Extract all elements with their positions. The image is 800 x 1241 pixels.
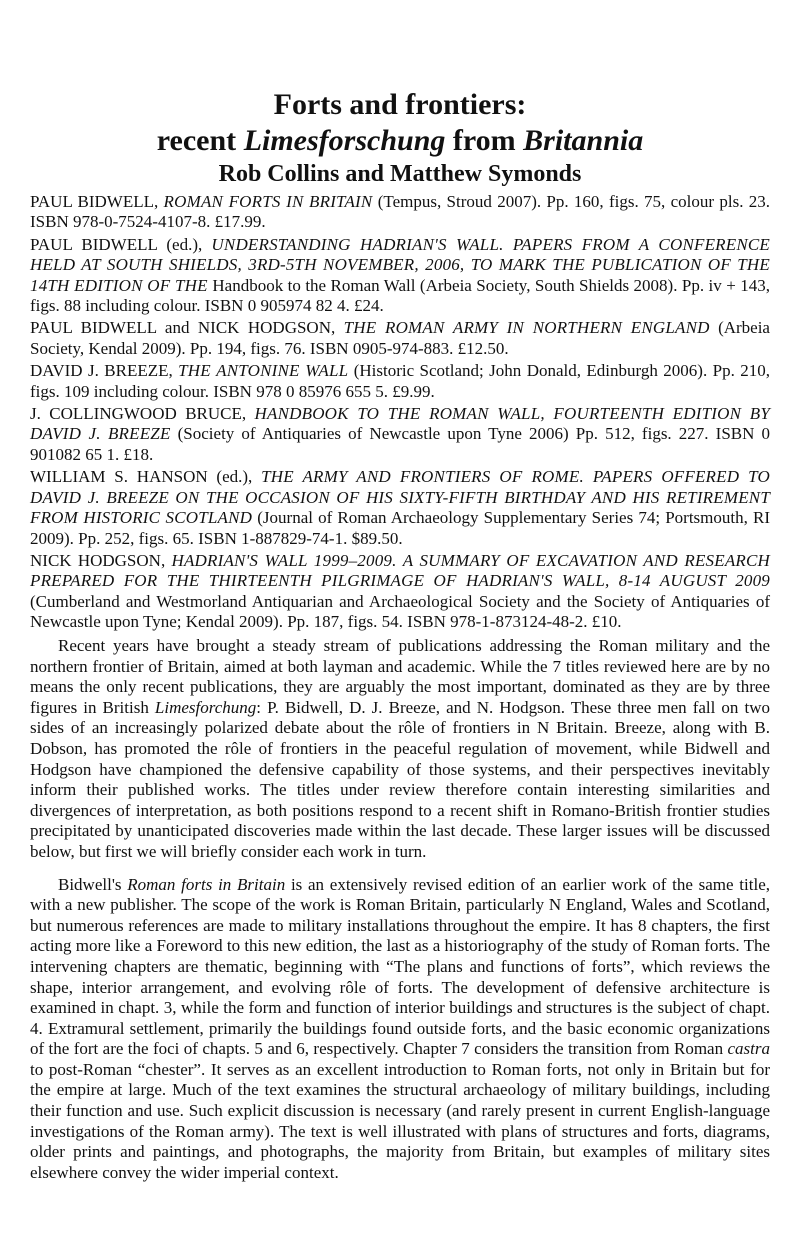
book-reference: WILLIAM S. HANSON (ed.), THE ARMY AND FRONTIERS OF ROME. PAPERS OFFERED TO DAVID J. BREEZE ON THE OCCASION OF HIS SIXTY-FIFTH BIRTHDAY AND HIS RETIREMENT FROM HISTORIC SCOTLAND (Journal of Roman Archaeology Supplementary Series 74; Portsmouth, RI 2009). Pp. 252, figs. 65. ISBN 1-887829-74-1. $89.50.	[30, 467, 770, 548]
book-reference: NICK HODGSON, HADRIAN'S WALL 1999–2009. A SUMMARY OF EXCAVATION AND RESEARCH PREPARED FOR THE THIRTEENTH PILGRIMAGE OF HADRIAN'S WALL, 8-14 AUGUST 2009 (Cumberland and Westmorland Antiquarian and Archaeological Society and the Society of Antiquaries of Newcastle upon Tyne; Kendal 2009). Pp. 187, figs. 54. ISBN 978-1-873124-48-2. £10.	[30, 550, 770, 632]
reviewed-books-list	[30, 192, 770, 635]
book-reference: PAUL BIDWELL (ed.), UNDERSTANDING HADRIAN'S WALL. PAPERS FROM A CONFERENCE HELD AT SOUTH SHIELDS, 3RD-5TH NOVEMBER, 2006, TO MARK THE PUBLICATION OF THE 14TH EDITION OF THE Handbook to the Roman Wall (Arbeia Society, South Shields 2008). Pp. iv + 143, figs. 88 including colour. ISBN 0 905974 82 4. £24.	[30, 234, 771, 316]
book-reference: PAUL BIDWELL and NICK HODGSON, THE ROMAN ARMY IN NORTHERN ENGLAND (Arbeia Society, Kendal 2009). Pp. 194, figs. 76. ISBN 0905-974-883. £12.50.	[30, 318, 770, 358]
article-title-line-2: recent Limesforschung from Britannia	[156, 124, 644, 157]
body-paragraph: Bidwell's Roman forts in Britain is an extensively revised edition of an earlier work of the same title, with a new publisher. The scope of the work is Roman Britain, particularly N England, Wales and Scotland, but numerous references are made to military installations throughout the empire. It has 8 chapters, the first acting more like a Foreword to this new edition, the last as a historiography of the study of Roman forts. The intervening chapters are thematic, beginning with “The plans and functions of forts”, which reviews the shape, interior arrangement, and evolving rôle of forts. The development of defensive architecture is examined in chapt. 3, while the form and function of interior buildings and structures is the subject of chapt. 4. Extramural settlement, primarily the buildings found outside forts, and the basic economic organizations of the fort are the foci of chapts. 5 and 6, respectively. Chapter 7 considers the transition from Roman castra to post-Roman “chester”. It serves as an excellent introduction to Roman forts, not only in Britain but for the empire at large. Much of the text examines the structural archaeology of military buildings, including their function and use. Such explicit discussion is necessary (and rarely present in current English-language investigations of the Roman army). The text is well illustrated with plans of structures and forts, diagrams, older prints and paintings, and photographs, the majority from Britain, but examples of military sites elsewhere convey the wider imperial context.	[30, 874, 770, 1182]
book-reference: DAVID J. BREEZE, THE ANTONINE WALL (Historic Scotland; John Donald, Edinburgh 2006). Pp. 210, figs. 109 including colour. ISBN 978 0 85976 655 5. £9.99.	[30, 361, 770, 401]
article-title-line-1: Forts and frontiers:	[273, 88, 527, 121]
article-authors: Rob Collins and Matthew Symonds	[218, 161, 582, 187]
book-reference: J. COLLINGWOOD BRUCE, HANDBOOK TO THE ROMAN WALL, FOURTEENTH EDITION BY DAVID J. BREEZE (Society of Antiquaries of Newcastle upon Tyne 2006) Pp. 512, figs. 227. ISBN 0 901082 65 1. £18.	[30, 404, 770, 464]
body-paragraph: Recent years have brought a steady stream of publications addressing the Roman military and the northern frontier of Britain, aimed at both layman and academic. While the 7 titles reviewed here are by no means the only recent publications, they are arguably the most important, dominated as they are by three figures in British Limesforchung: P. Bidwell, D. J. Breeze, and N. Hodgson. These three men fall on two sides of an increasingly polarized debate about the rôle of frontiers in N Britain. Breeze, along with B. Dobson, has promoted the rôle of frontiers in the peaceful regulation of movement, while Bidwell and Hodgson have championed the defensive capability of those systems, and their perspectives inevitably inform their published works. The titles under review therefore contain interesting similarities and divergences of interpretation, as both positions respond to a recent shift in Romano-British frontier studies precipitated by unanticipated discoveries made within the last decade. These larger issues will be discussed below, but first we will briefly consider each work in turn.	[30, 636, 770, 861]
article-body	[30, 636, 770, 1195]
book-reference: PAUL BIDWELL, ROMAN FORTS IN BRITAIN (Tempus, Stroud 2007). Pp. 160, figs. 75, colour pls. 23. ISBN 978-0-7524-4107-8. £17.99.	[30, 192, 770, 232]
